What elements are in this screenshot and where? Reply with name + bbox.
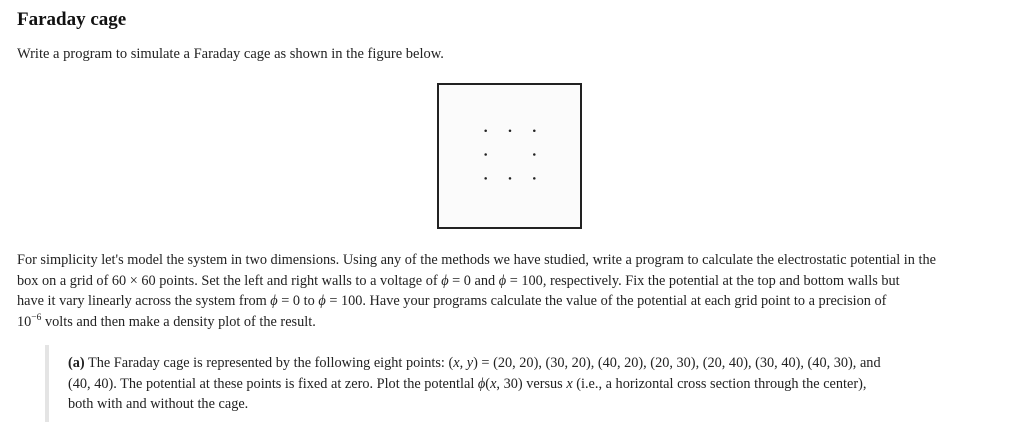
text-run: 10 [17,313,32,330]
intro-text: Write a program to simulate a Faraday cage as shown in the figure below. [17,46,444,62]
cage-point [533,153,536,156]
cage-point [533,177,536,180]
text-run: = 100. Have your programs calculate the value of the potential at each grid point to a precision of [325,293,887,310]
text-run: ( [485,375,491,392]
phi-symbol: ϕ [270,293,278,310]
phi-symbol: ϕ [477,375,486,392]
text-run: = 0 and [448,272,499,289]
exponent: −6 [31,313,42,324]
cage-point [509,129,512,132]
cage-point [484,153,487,156]
cage-point [509,177,512,180]
description-line-4 [17,312,1009,333]
text-run: volts and then make a density plot of the result. [41,313,316,330]
text-run: ) = (20, 20), (30, 20), (40, 20), (20, 30), (20, 40), (30, 40), (40, 30), and [473,355,881,371]
description-line-2 [17,271,1009,292]
faraday-cage-figure [437,83,582,229]
text-run: = 0 to [277,293,319,310]
xy-symbol: x, y [453,355,474,371]
description-line-3 [17,291,1009,312]
text-run: = 100, respectively. Fix the potential at the top and bottom walls but [506,272,900,289]
part-a-blockquote [45,345,1005,422]
text-run: (i.e., a horizontal cross section through the center), [572,375,867,392]
text-run: have it vary linearly across the system from [17,293,271,310]
cage-point [484,177,487,180]
x-symbol: x [566,375,573,392]
part-a-line-2 [68,374,1005,395]
text-run: box on a grid of 60 × 60 points. Set the left and right walls to a voltage of [17,272,442,289]
text-run: (40, 40). The potential at these points is fixed at zero. Plot the potentlal [68,375,478,392]
phi-symbol: ϕ [318,293,326,310]
part-a-line-3: both with and without the cage. [68,396,249,412]
phi-symbol: ϕ [441,272,449,289]
text-run: , 30) versus [496,375,567,392]
cage-point [484,129,487,132]
part-a-line-1 [68,353,1005,374]
description-line-1: For simplicity let's model the system in two dimensions. Using any of the methods we have studied, write a program to calculate the electrostatic potential in the [17,252,936,268]
part-a-label: (a) [68,355,85,371]
phi-symbol: ϕ [498,272,507,289]
page-title: Faraday cage [17,9,127,30]
cage-point [533,129,536,132]
problem-description [17,250,1009,332]
text-run: The Faraday cage is represented by the following eight points: ( [84,355,454,371]
x-symbol: x [490,375,497,392]
cage-diagram [439,85,580,227]
